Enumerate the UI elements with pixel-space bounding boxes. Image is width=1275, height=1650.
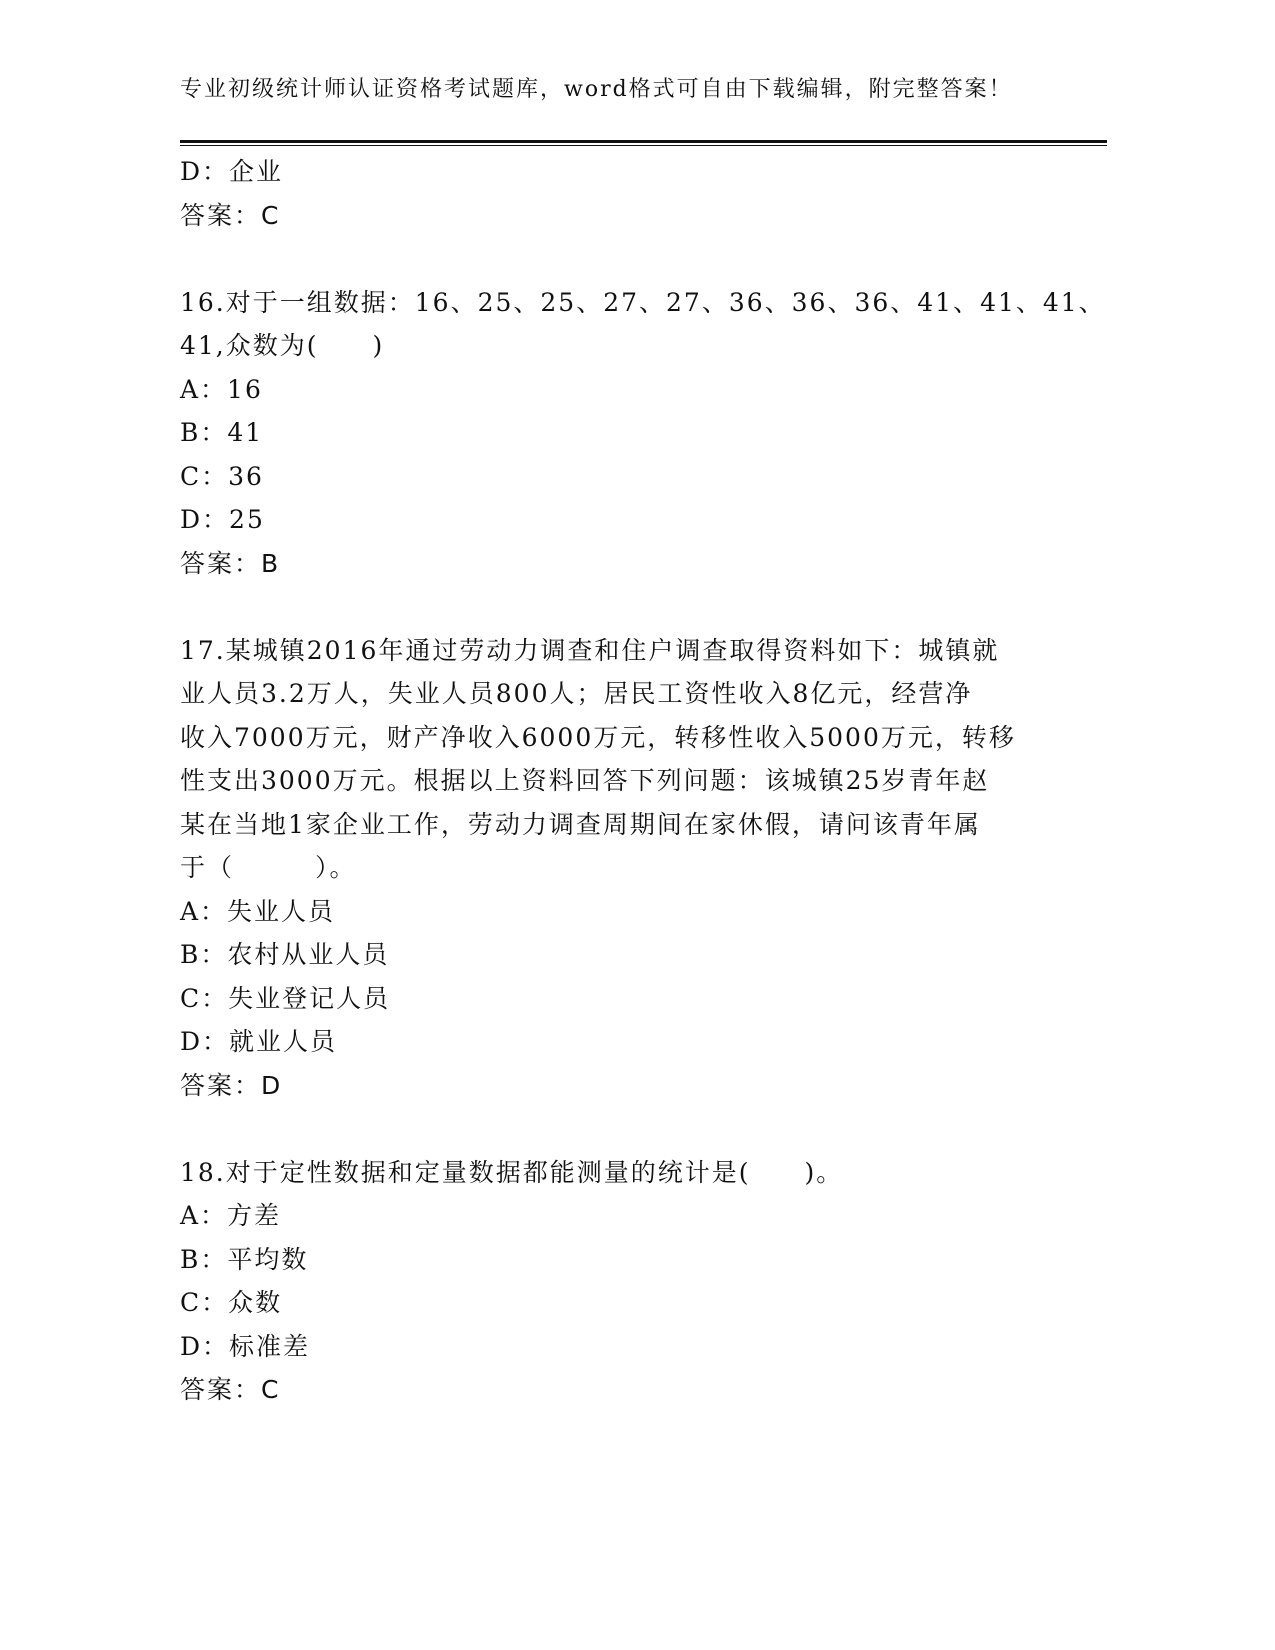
option-b: B：41 (180, 418, 264, 447)
option-b: B：平均数 (180, 1244, 309, 1274)
question-content (180, 150, 1106, 1412)
option-a: A：方差 (180, 1201, 282, 1230)
spacer (180, 1107, 1040, 1151)
option-d: D：企业 (180, 157, 284, 186)
spacer (180, 237, 1040, 281)
header-rule-thick (180, 140, 1107, 143)
question-17-text-cont: 于（ ）。 (180, 853, 357, 882)
answer-line: 答案：D (180, 1070, 283, 1100)
question-17-text-cont: 业人员3.2万人，失业人员800人；居民工资性收入8亿元，经营净 (180, 679, 973, 708)
option-a: A：16 (180, 374, 263, 404)
question-16-text-cont: 41,众数为( ) (180, 331, 385, 360)
spacer (180, 585, 1040, 629)
option-b: B：农村从业人员 (180, 940, 390, 969)
question-17-text-cont: 性支出3000万元。根据以上资料回答下列问题：该城镇25岁青年赵 (180, 766, 990, 795)
question-17-text-cont: 收入7000万元，财产净收入6000万元，转移性收入5000万元，转移 (180, 722, 1016, 752)
question-17-text: 17.某城镇2016年通过劳动力调查和住户调查取得资料如下：城镇就 (180, 635, 1000, 665)
question-18-text: 18.对于定性数据和定量数据都能测量的统计是( )。 (180, 1157, 844, 1187)
option-d: D：就业人员 (180, 1027, 338, 1056)
header-rule-thin (180, 145, 1107, 146)
option-c: C：众数 (180, 1288, 283, 1317)
answer-line: 答案：C (180, 1375, 281, 1404)
answer-line: 答案：B (180, 548, 281, 578)
option-c: C：失业登记人员 (180, 983, 391, 1013)
page-header: 专业初级统计师认证资格考试题库，word格式可自由下载编辑，附完整答案！ (180, 77, 1013, 102)
question-16-text: 16.对于一组数据：16、25、25、27、27、36、36、36、41、41、41、 (180, 287, 1106, 317)
option-d: D：25 (180, 505, 265, 534)
option-d: D：标准差 (180, 1331, 311, 1361)
option-a: A：失业人员 (180, 896, 336, 926)
question-17-text-cont: 某在当地1家企业工作，劳动力调查周期间在家休假，请问该青年属 (180, 809, 981, 839)
answer-line: 答案：C (180, 200, 281, 230)
option-c: C：36 (180, 461, 264, 491)
